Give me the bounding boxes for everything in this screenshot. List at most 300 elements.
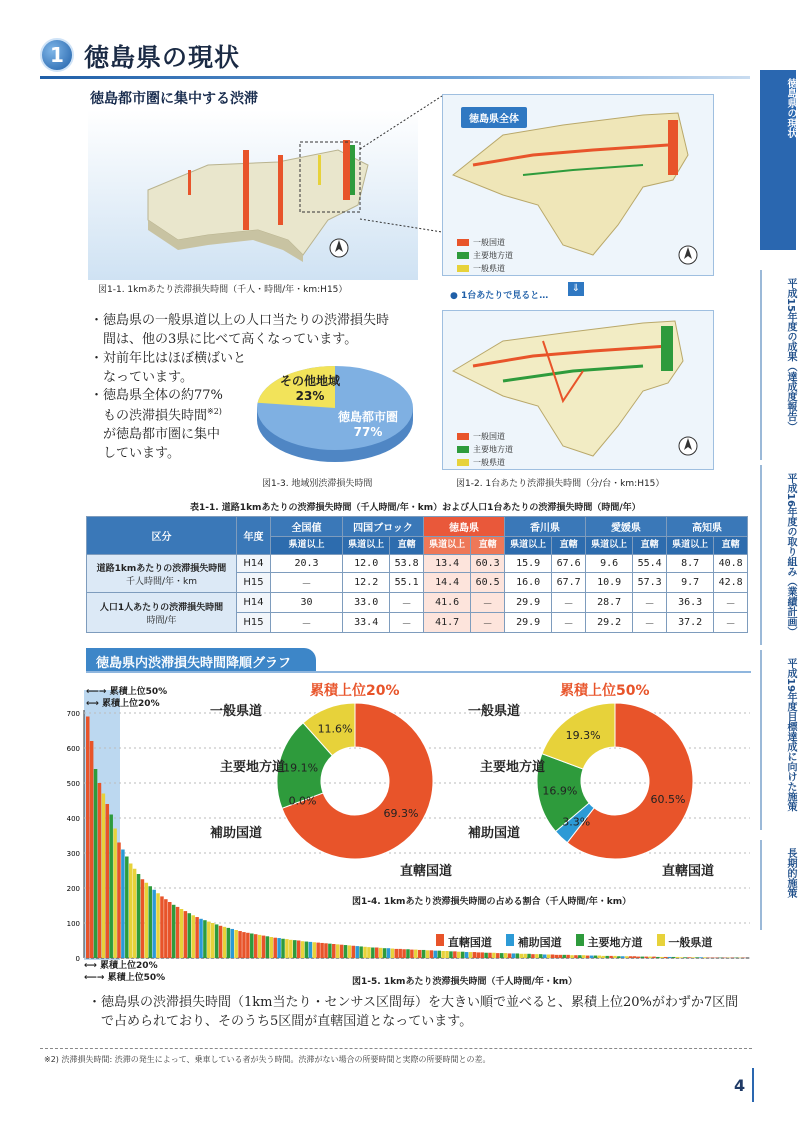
- cell: H15: [237, 573, 271, 593]
- bar: [488, 953, 492, 958]
- top50-label: 累積上位50%: [107, 973, 166, 983]
- footnote-ref: ※2): [207, 407, 222, 417]
- th-sub: 直轄: [471, 537, 505, 555]
- bar: [523, 954, 527, 958]
- bar: [633, 956, 637, 958]
- th-sub: 県道以上: [585, 537, 632, 555]
- bar: [180, 909, 184, 958]
- bar: [570, 955, 574, 958]
- row-label-main: 道路1kmあたりの渋滞損失時間: [96, 563, 227, 574]
- bar: [367, 947, 371, 958]
- bar: [262, 936, 266, 958]
- bar: [285, 939, 289, 958]
- bar: [621, 956, 625, 958]
- legend-label: 一般国道: [473, 432, 505, 441]
- bar: [566, 955, 570, 958]
- side-tab-h19-goal[interactable]: 平成19年度目標達成に向けた施策: [760, 650, 796, 830]
- bar: [355, 946, 359, 958]
- bar: [426, 950, 430, 958]
- bar: [230, 929, 234, 958]
- bar: [94, 769, 98, 958]
- cell: 40.8: [714, 555, 748, 573]
- bar: [289, 940, 293, 958]
- bar: [496, 953, 500, 958]
- donut2-label-shuyo: 主要地方道: [480, 760, 546, 775]
- y-tick-label: 0: [75, 955, 80, 963]
- bar: [371, 948, 375, 959]
- bar: [332, 944, 336, 958]
- bar: [297, 941, 301, 959]
- bar: [598, 956, 602, 958]
- cell: 15.9: [504, 555, 551, 573]
- bar: [434, 951, 438, 958]
- bar: [492, 953, 496, 958]
- bar: [363, 947, 367, 958]
- bar: [527, 954, 531, 958]
- cell: H14: [237, 555, 271, 573]
- bar: [594, 956, 598, 958]
- bar: [465, 952, 469, 958]
- bar: [644, 957, 648, 958]
- bar: [129, 864, 133, 959]
- bar: [473, 952, 477, 958]
- legend-swatch: [457, 446, 469, 453]
- bar: [531, 954, 535, 958]
- th-sub: 県道以上: [343, 537, 390, 555]
- top50-marker-upper: ⟵→ 累積上位50%: [86, 687, 168, 697]
- donut1-label-hojo: 補助国道: [210, 826, 263, 841]
- legend-item: [436, 934, 492, 950]
- cell: 13.4: [423, 555, 470, 573]
- legend-swatch-ippan: [657, 934, 665, 946]
- cell: －: [552, 593, 586, 613]
- bar: [309, 942, 313, 958]
- bar: [281, 939, 285, 958]
- bullet-item-1-cont: [90, 331, 420, 350]
- th-sub: 県道以上: [423, 537, 470, 555]
- legend-item: [576, 934, 643, 950]
- donut2-label-chokkatsu: 直轄国道: [662, 864, 715, 879]
- donut-panel: [200, 680, 750, 890]
- side-tab-h16-plan[interactable]: 平成16年度の取り組み（業績計画）: [760, 465, 796, 645]
- bar: [656, 957, 660, 958]
- bar: [258, 935, 262, 958]
- bar: [699, 957, 703, 958]
- bar: [625, 956, 629, 958]
- region-pie: [250, 358, 420, 468]
- side-tab-long-term[interactable]: 長期的施策: [760, 840, 796, 930]
- bar: [457, 952, 461, 958]
- bar: [547, 955, 551, 959]
- caption-fig1-3: 図1-3. 地域別渋滞損失時間: [262, 479, 373, 489]
- bar: [176, 907, 180, 958]
- map-legend: [457, 237, 513, 276]
- bar: [352, 946, 356, 958]
- bar: [277, 938, 281, 958]
- cell: －: [714, 613, 748, 633]
- cell: 60.5: [471, 573, 505, 593]
- bar: [234, 930, 238, 958]
- down-arrow-icon: ⇓: [568, 282, 584, 296]
- top20-marker-upper: ⟷ 累積上位20%: [86, 699, 160, 709]
- y-tick-label: 200: [66, 885, 80, 893]
- th-year: 年度: [237, 517, 271, 555]
- legend-item: [657, 934, 713, 950]
- y-tick-label: 400: [66, 815, 80, 823]
- legend-label: 主要地方道: [473, 251, 513, 260]
- y-tick-label: 100: [66, 920, 80, 928]
- bar: [184, 911, 188, 958]
- section-subtitle: 徳島都市圏に集中する渋滞: [90, 91, 258, 107]
- top50-marker-lower: ⟵→ 累積上位50%: [84, 973, 166, 983]
- legend-swatch: [457, 252, 469, 259]
- bar: [691, 957, 695, 958]
- section-number-badge: 1: [40, 38, 74, 72]
- legend-label: 一般県道: [473, 264, 505, 273]
- bar: [137, 874, 141, 958]
- y-tick-label: 300: [66, 850, 80, 858]
- bar: [559, 955, 563, 958]
- cell: 29.9: [504, 593, 551, 613]
- legend-item: [506, 934, 562, 950]
- cell: 9.7: [666, 573, 713, 593]
- bullet-item-1: ・徳島県の一般県道以上の人口当たりの渋滞損失時: [90, 313, 390, 328]
- bullet-text: 対前年比はほぼ横ばいと: [103, 350, 247, 366]
- bar: [551, 955, 555, 959]
- th-ehime: 愛媛県: [585, 517, 666, 537]
- donut-data-label: 11.6%: [317, 722, 353, 736]
- th-kagawa: 香川県: [504, 517, 585, 537]
- cell: 53.8: [390, 555, 424, 573]
- bar: [148, 886, 152, 958]
- cell: 55.4: [633, 555, 667, 573]
- th-sub: 直轄: [714, 537, 748, 555]
- bar: [250, 934, 254, 959]
- cell: 67.6: [552, 555, 586, 573]
- bar: [340, 945, 344, 958]
- y-tick-label: 600: [66, 745, 80, 753]
- page-number: 4: [734, 1076, 746, 1095]
- bar: [391, 949, 395, 958]
- cell: 16.0: [504, 573, 551, 593]
- bar: [172, 905, 176, 958]
- legend-label: 一般国道: [473, 238, 505, 247]
- pie-city-label: [338, 408, 398, 439]
- side-tab-current-status[interactable]: 徳島県の現状: [760, 70, 796, 250]
- pie-city-name: 徳島都市圏: [338, 410, 399, 424]
- bar: [477, 952, 481, 958]
- row-label-main: 人口1人あたりの渋滞損失時間: [99, 602, 224, 613]
- bottom-paragraph: [88, 994, 753, 1032]
- donut-data-label: 69.3%: [383, 806, 419, 820]
- donut-data-label: 16.9%: [542, 784, 578, 798]
- bar: [480, 952, 484, 958]
- bar: [539, 954, 543, 958]
- bar: [437, 951, 441, 958]
- th-category: 区分: [87, 517, 237, 555]
- bar: [301, 941, 305, 958]
- bar: [242, 932, 246, 958]
- map-legend-2: [457, 431, 513, 470]
- bar: [215, 924, 219, 958]
- bar: [320, 943, 324, 958]
- donut-data-label: 19.3%: [565, 728, 601, 742]
- bar: [102, 794, 106, 959]
- bar: [668, 957, 672, 958]
- cell: 41.7: [423, 613, 470, 633]
- th-sub: 県道以上: [666, 537, 713, 555]
- bar: [461, 952, 465, 958]
- bottom-text: で占められており、そのうち5区間が直轄国道となっています。: [101, 1013, 473, 1029]
- bar: [203, 920, 207, 958]
- bar: [168, 902, 172, 958]
- bar: [238, 931, 242, 958]
- legend-item: [457, 431, 513, 442]
- bar: [383, 948, 387, 958]
- bar: [246, 933, 250, 958]
- bar: [574, 955, 578, 958]
- bar: [328, 944, 332, 958]
- cell: 20.3: [271, 555, 343, 573]
- bar: [199, 919, 203, 958]
- bar: [156, 893, 160, 958]
- cell: －: [390, 613, 424, 633]
- legend-item: [457, 263, 513, 274]
- bar: [152, 890, 156, 958]
- bullet-text: 徳島県全体の約77%: [103, 388, 223, 404]
- donut1-label-ippan: 一般県道: [210, 704, 263, 719]
- cell: 57.3: [633, 573, 667, 593]
- donut-data-label: 60.5%: [650, 793, 686, 807]
- bar: [672, 957, 676, 958]
- th-sub: 直轄: [633, 537, 667, 555]
- cell: －: [471, 593, 505, 613]
- cell: 42.8: [714, 573, 748, 593]
- title-rule: [40, 76, 750, 79]
- bar: [641, 957, 645, 958]
- bar: [687, 957, 691, 958]
- legend-item: [457, 237, 513, 248]
- table-header-row: [87, 517, 748, 537]
- bar: [387, 948, 391, 958]
- cell: 60.3: [471, 555, 505, 573]
- bar: [664, 957, 668, 958]
- bar: [484, 953, 488, 958]
- bar: [117, 843, 121, 959]
- caption-fig1-5: 図1-5. 1kmあたり渋滞損失時間（千人時間/年・km）: [352, 977, 578, 987]
- caption-fig1-1: 図1-1. 1kmあたり渋滞損失時間（千人・時間/年・km:H15）: [98, 285, 348, 295]
- th-sub: 県道以上: [504, 537, 551, 555]
- per-car-note: ● 1台あたりで見ると…: [450, 291, 549, 301]
- donut-data-label: 3.3%: [562, 815, 591, 829]
- bar: [414, 950, 418, 958]
- cell: 37.2: [666, 613, 713, 633]
- bar: [652, 957, 656, 958]
- zoom-lines: [350, 94, 450, 234]
- bar: [375, 948, 379, 959]
- bar: [504, 953, 508, 958]
- legend-swatch: [457, 265, 469, 272]
- graph-section-rule: [86, 671, 751, 673]
- bar: [703, 957, 707, 958]
- bar: [336, 944, 340, 958]
- bottom-text: 徳島県の渋滞損失時間（1km当たり・センサス区間毎）を大きい順で並べると、累積上位20%がわずか7区間: [101, 995, 739, 1010]
- donut-chart-top50: [530, 696, 700, 866]
- bar: [418, 950, 422, 958]
- bar: [293, 940, 297, 958]
- legend-label: 主要地方道: [473, 445, 513, 454]
- legend-label: 一般県道: [668, 936, 713, 949]
- bar: [266, 936, 270, 958]
- map-label: 徳島県全体: [461, 107, 527, 128]
- bar: [582, 955, 586, 958]
- map-per-car: [442, 310, 714, 470]
- cell: 55.1: [390, 573, 424, 593]
- bar: [90, 741, 94, 958]
- th-shikoku: 四国ブロック: [343, 517, 424, 537]
- bar: [344, 945, 348, 958]
- top50-label: 累積上位50%: [109, 687, 168, 697]
- row-label: [87, 593, 237, 633]
- donut-data-label: 19.1%: [283, 761, 319, 775]
- bar: [449, 951, 453, 958]
- cell: 14.4: [423, 573, 470, 593]
- table-row: [87, 555, 748, 573]
- caption-fig1-2: 図1-2. 1台あたり渋滞損失時間（分/台・km:H15）: [456, 479, 665, 489]
- legend-label: 直轄国道: [447, 936, 492, 949]
- cell: 29.2: [585, 613, 632, 633]
- bar: [125, 857, 129, 959]
- bar: [512, 953, 516, 958]
- row-label-unit: 時間/年: [146, 615, 177, 626]
- cell: －: [271, 613, 343, 633]
- bar: [555, 955, 559, 958]
- table-row: [87, 593, 748, 613]
- cell: －: [633, 593, 667, 613]
- donut1-label-shuyo: 主要地方道: [220, 760, 286, 775]
- footnote: ※2) 渋滞損失時間: 渋滞の発生によって、乗車している者が失う時間。渋滞がない場合の所要時間と実際の所要時間との差。: [44, 1055, 491, 1064]
- bar: [519, 954, 523, 958]
- pie-other-label: [280, 372, 340, 403]
- cell: 9.6: [585, 555, 632, 573]
- bar: [535, 954, 539, 958]
- bar: [86, 717, 90, 959]
- pie-other-value: 23%: [295, 389, 325, 403]
- pie-other-name: その他地域: [280, 374, 341, 388]
- row-label: [87, 555, 237, 593]
- legend-swatch-shuyo: [576, 934, 584, 946]
- legend-swatch-hojo: [506, 934, 514, 946]
- th-tokushima: 徳島県: [423, 517, 504, 537]
- cell: H14: [237, 593, 271, 613]
- bar: [590, 956, 594, 958]
- pie-city-value: 77%: [353, 425, 383, 439]
- cell: －: [633, 613, 667, 633]
- bar: [305, 942, 309, 958]
- bar: [441, 951, 445, 958]
- bar: [98, 783, 102, 958]
- cell: H15: [237, 613, 271, 633]
- bar: [324, 943, 328, 958]
- bullet-item-2: ・対前年比はほぼ横ばいと: [90, 350, 247, 366]
- bar: [469, 952, 473, 958]
- donut-chart-top20: [270, 696, 440, 866]
- row-label-unit: 千人時間/年・km: [125, 576, 197, 587]
- th-sub: 直轄: [390, 537, 424, 555]
- bar: [613, 956, 617, 958]
- bar: [684, 957, 688, 958]
- cell: 8.7: [666, 555, 713, 573]
- congestion-table: [86, 516, 748, 633]
- page-title: 徳島県の現状: [84, 43, 241, 72]
- bar: [133, 869, 137, 958]
- bar: [500, 953, 504, 958]
- bar: [586, 956, 590, 958]
- bar: [695, 957, 699, 958]
- bar: [609, 956, 613, 958]
- bar: [121, 850, 125, 959]
- bar: [398, 949, 402, 958]
- bottom-line-1: ・徳島県の渋滞損失時間（1km当たり・センサス区間毎）を大きい順で並べると、累積上位20%がわずか7区間: [88, 995, 739, 1010]
- cell: 36.3: [666, 593, 713, 613]
- side-tab-h15-results[interactable]: 平成15年度の成果（達成度報告）: [760, 270, 796, 460]
- bar: [402, 949, 406, 958]
- donut2-label-hojo: 補助国道: [468, 826, 521, 841]
- cell: 67.7: [552, 573, 586, 593]
- bar: [219, 926, 223, 958]
- bar: [207, 922, 211, 958]
- bar: [113, 829, 117, 959]
- cell: 10.9: [585, 573, 632, 593]
- cell: －: [714, 593, 748, 613]
- cell: 12.0: [343, 555, 390, 573]
- y-tick-label: 500: [66, 780, 80, 788]
- bar: [379, 948, 383, 958]
- bar: [605, 956, 609, 958]
- bar: [359, 946, 363, 958]
- bar: [543, 955, 547, 959]
- legend-item: [457, 444, 513, 455]
- top20-label: 累積上位20%: [102, 699, 160, 709]
- bar: [602, 956, 606, 958]
- th-national: 全国値: [271, 517, 343, 537]
- bar: [141, 879, 145, 958]
- legend-swatch: [457, 459, 469, 466]
- cell: －: [271, 573, 343, 593]
- bar: [680, 957, 684, 958]
- bar: [648, 957, 652, 958]
- page-number-rule: [752, 1068, 754, 1102]
- bar: [191, 915, 195, 958]
- donut2-label-ippan: 一般県道: [468, 704, 521, 719]
- bar: [453, 951, 457, 958]
- caption-table1-1: 表1-1. 道路1kmあたりの渋滞損失時間（千人時間/年・km）および人口1台あたりの渋滞損失時間（時間/年）: [190, 503, 641, 513]
- bar: [313, 942, 317, 958]
- bar: [395, 949, 399, 958]
- bar: [273, 938, 277, 958]
- cell: －: [552, 613, 586, 633]
- donut2-title: 累積上位50%: [560, 683, 650, 699]
- legend-item: [457, 457, 513, 468]
- bar: [227, 928, 231, 958]
- bullet-text: なっています。: [103, 369, 193, 385]
- map-tokushima-whole: [442, 94, 714, 276]
- bar: [676, 957, 680, 958]
- bar: [578, 955, 582, 958]
- bar: [562, 955, 566, 958]
- bar: [445, 951, 449, 958]
- bullet-text: が徳島都市圏に集中: [103, 427, 221, 443]
